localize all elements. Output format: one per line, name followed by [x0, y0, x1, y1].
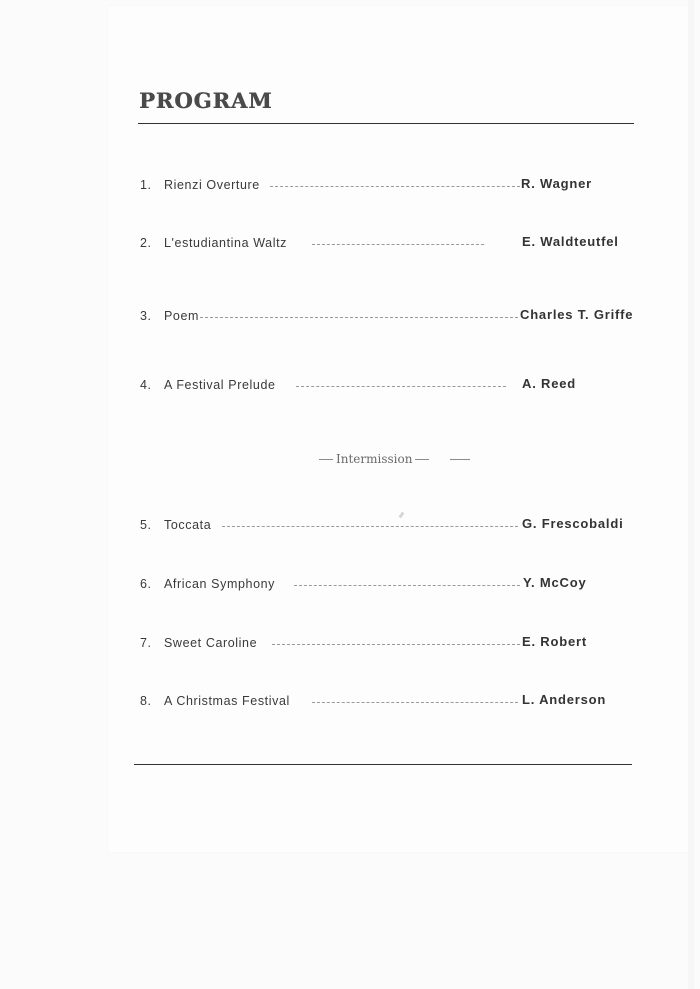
item-title: Sweet Caroline — [164, 636, 258, 650]
dot-leader — [294, 585, 520, 586]
dot-leader — [312, 702, 518, 703]
dash-right — [415, 459, 429, 460]
item-number: 7. — [140, 636, 152, 650]
program-item — [140, 692, 630, 712]
dot-leader — [312, 244, 484, 245]
dot-leader — [222, 526, 518, 527]
item-number: 6. — [140, 577, 152, 591]
item-composer: Charles T. Griffe — [520, 307, 634, 322]
program-item — [140, 516, 640, 536]
dot-leader — [200, 317, 518, 318]
item-composer: L. Anderson — [522, 692, 607, 707]
intermission-label — [316, 452, 470, 466]
dot-leader — [296, 386, 506, 387]
item-composer: E. Robert — [522, 634, 587, 649]
item-number: 1. — [140, 178, 152, 192]
intermission-text: Intermission — [336, 452, 413, 466]
item-title: Toccata — [164, 518, 212, 532]
dot-leader — [272, 644, 520, 645]
item-composer: G. Frescobaldi — [522, 516, 624, 531]
item-composer: R. Wagner — [521, 176, 593, 191]
program-item — [140, 376, 590, 396]
item-composer: Y. McCoy — [523, 575, 587, 590]
item-title: A Festival Prelude — [164, 378, 276, 392]
dash-left — [319, 459, 333, 460]
item-number: 2. — [140, 236, 152, 250]
program-sheet — [108, 6, 692, 852]
program-item — [140, 634, 610, 654]
item-title: L'estudiantina Waltz — [164, 236, 288, 250]
item-number: 3. — [140, 309, 152, 323]
bottom-divider — [134, 764, 632, 765]
top-divider — [138, 123, 634, 124]
program-item — [140, 176, 610, 196]
item-number: 5. — [140, 518, 152, 532]
dash-trail — [450, 459, 470, 460]
item-number: 8. — [140, 694, 152, 708]
program-heading: PROGRAM — [139, 88, 273, 113]
item-title: Rienzi Overture — [164, 178, 260, 192]
program-item — [140, 234, 630, 254]
program-item — [140, 575, 610, 595]
item-composer: E. Waldteutfel — [522, 234, 619, 249]
dot-leader — [270, 186, 520, 187]
program-item — [140, 307, 655, 327]
item-title: African Symphony — [164, 577, 276, 591]
item-title: Poem — [164, 309, 200, 323]
item-title: A Christmas Festival — [164, 694, 290, 708]
item-composer: A. Reed — [522, 376, 577, 391]
sheet-edge — [688, 0, 694, 989]
item-number: 4. — [140, 378, 152, 392]
